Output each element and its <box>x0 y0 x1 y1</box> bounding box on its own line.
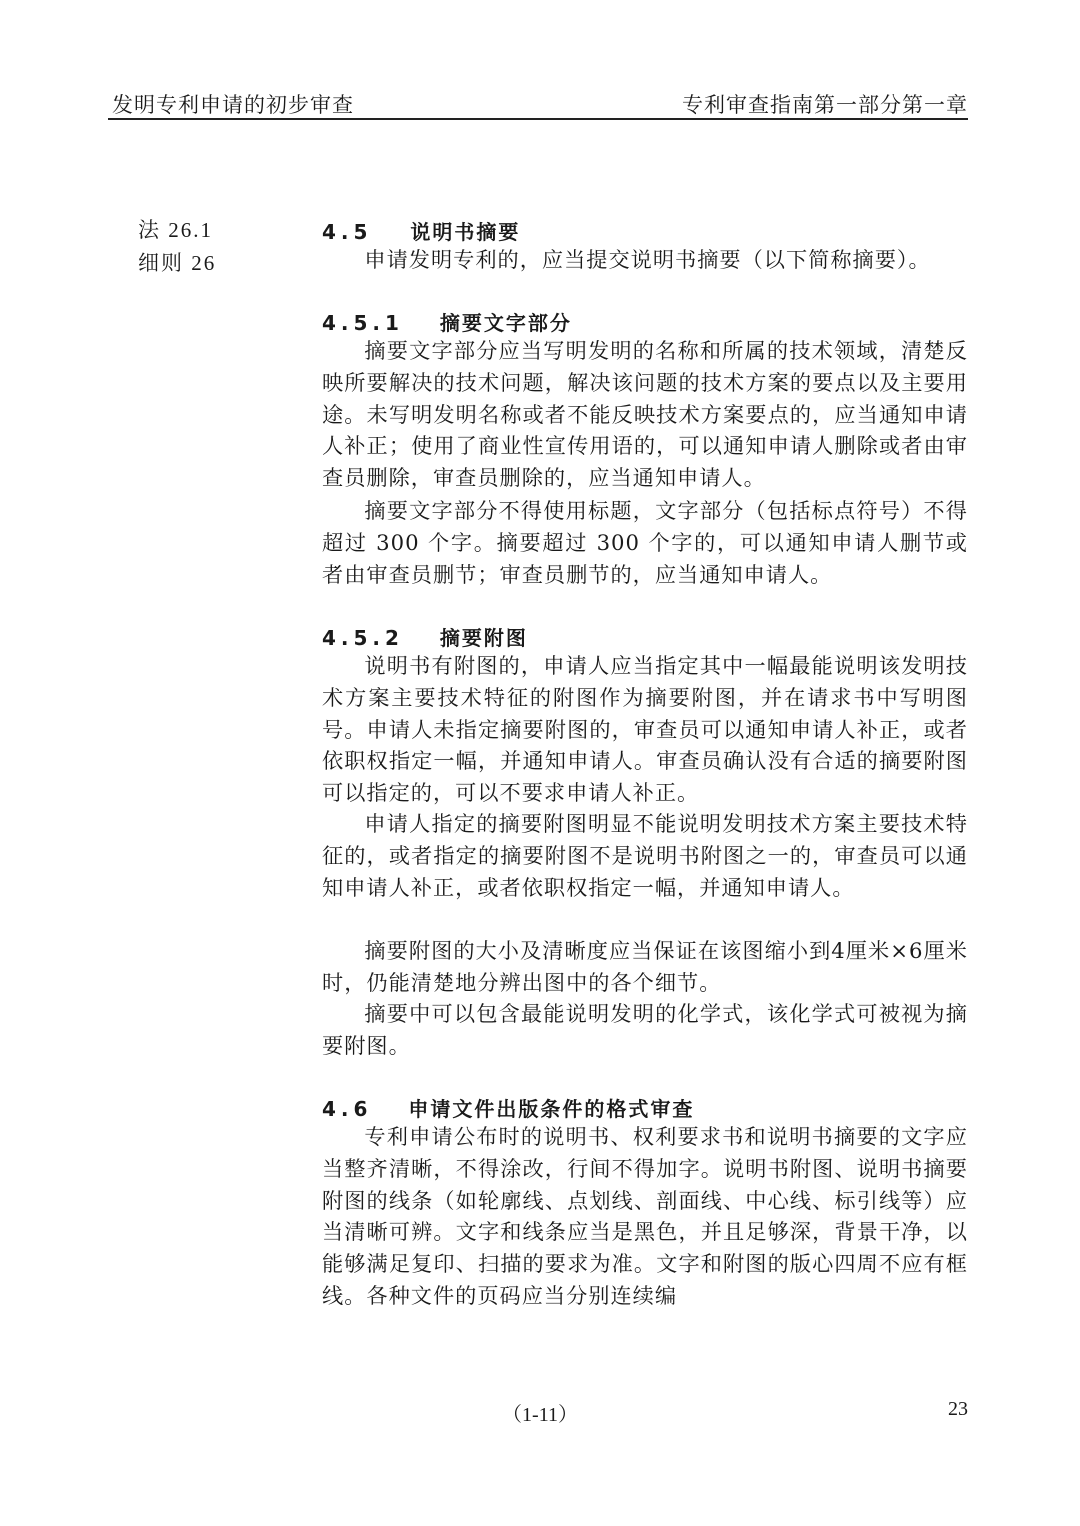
section-title: 说明书摘要 <box>410 220 521 244</box>
section-number: 4.5 <box>322 220 373 244</box>
section-title: 摘要附图 <box>439 626 528 650</box>
body-paragraph: 摘要文字部分不得使用标题，文字部分（包括标点符号）不得超过 300 个字。摘要超过 300 个字的，可以通知申请人删节或者由审查员删节；审查员删节的，应当通知申请人。 <box>322 498 968 587</box>
page-header-left: 发明专利申请的初步审查 <box>112 93 354 117</box>
section-title: 摘要文字部分 <box>439 311 572 335</box>
body-paragraph: 摘要中可以包含最能说明发明的化学式，该化学式可被视为摘要附图。 <box>322 1001 968 1058</box>
body-paragraph: 申请发明专利的，应当提交说明书摘要（以下简称摘要）。 <box>364 247 931 272</box>
section-heading <box>322 216 520 245</box>
body-paragraph: 摘要文字部分应当写明发明的名称和所属的技术领域，清楚反映所要解决的技术问题，解决该问题的技术方案的要点以及主要用途。未写明发明名称或者不能反映技术方案要点的，应当通知申请人补正；使用了商业性宣传用语的，可以通知申请人删除或者由审查员删除，审查员删除的，应当通知申请人。 <box>322 338 968 491</box>
section-number: 4.5.2 <box>322 626 404 650</box>
footer-chapter-page: （1-11） <box>502 1404 578 1426</box>
page-header-right: 专利审查指南第一部分第一章 <box>682 93 968 117</box>
body-paragraph: 申请人指定的摘要附图明显不能说明发明技术方案主要技术特征的，或者指定的摘要附图不是说明书附图之一的，审查员可以通知申请人补正，或者依职权指定一幅，并通知申请人。 <box>322 811 968 900</box>
section-heading <box>322 307 572 336</box>
body-paragraph: 专利申请公布时的说明书、权利要求书和说明书摘要的文字应当整齐清晰，不得涂改，行间不得加字。说明书附图、说明书摘要附图的线条（如轮廓线、点划线、剖面线、中心线、标引线等）应当清晰可辨。文字和线条应当是黑色，并且足够深，背景干净，以能够满足复印、扫描的要求为准。文字和附图的版心四周不应有框线。各种文件的页码应当分别连续编 <box>322 1124 968 1308</box>
body-paragraph: 说明书有附图的，申请人应当指定其中一幅最能说明该发明技术方案主要技术特征的附图作为摘要附图，并在请求书中写明图号。申请人未指定摘要附图的，审查员可以通知申请人补正，或者依职权指定一幅，并通知申请人。审查员确认没有合适的摘要附图可以指定的，可以不要求申请人补正。 <box>322 653 968 806</box>
margin-note-rule: 细则 26 <box>138 251 217 275</box>
body-paragraph: 摘要附图的大小及清晰度应当保证在该图缩小到4厘米×6厘米时，仍能清楚地分辨出图中的各个细节。 <box>322 938 968 995</box>
header-divider <box>108 118 968 120</box>
margin-note-law: 法 26.1 <box>138 218 213 242</box>
section-heading <box>322 622 528 651</box>
section-heading <box>322 1093 694 1122</box>
section-number: 4.5.1 <box>322 311 404 335</box>
section-title: 申请文件出版条件的格式审查 <box>408 1097 695 1121</box>
section-number: 4.6 <box>322 1097 373 1121</box>
footer-page-number: 23 <box>948 1398 968 1420</box>
